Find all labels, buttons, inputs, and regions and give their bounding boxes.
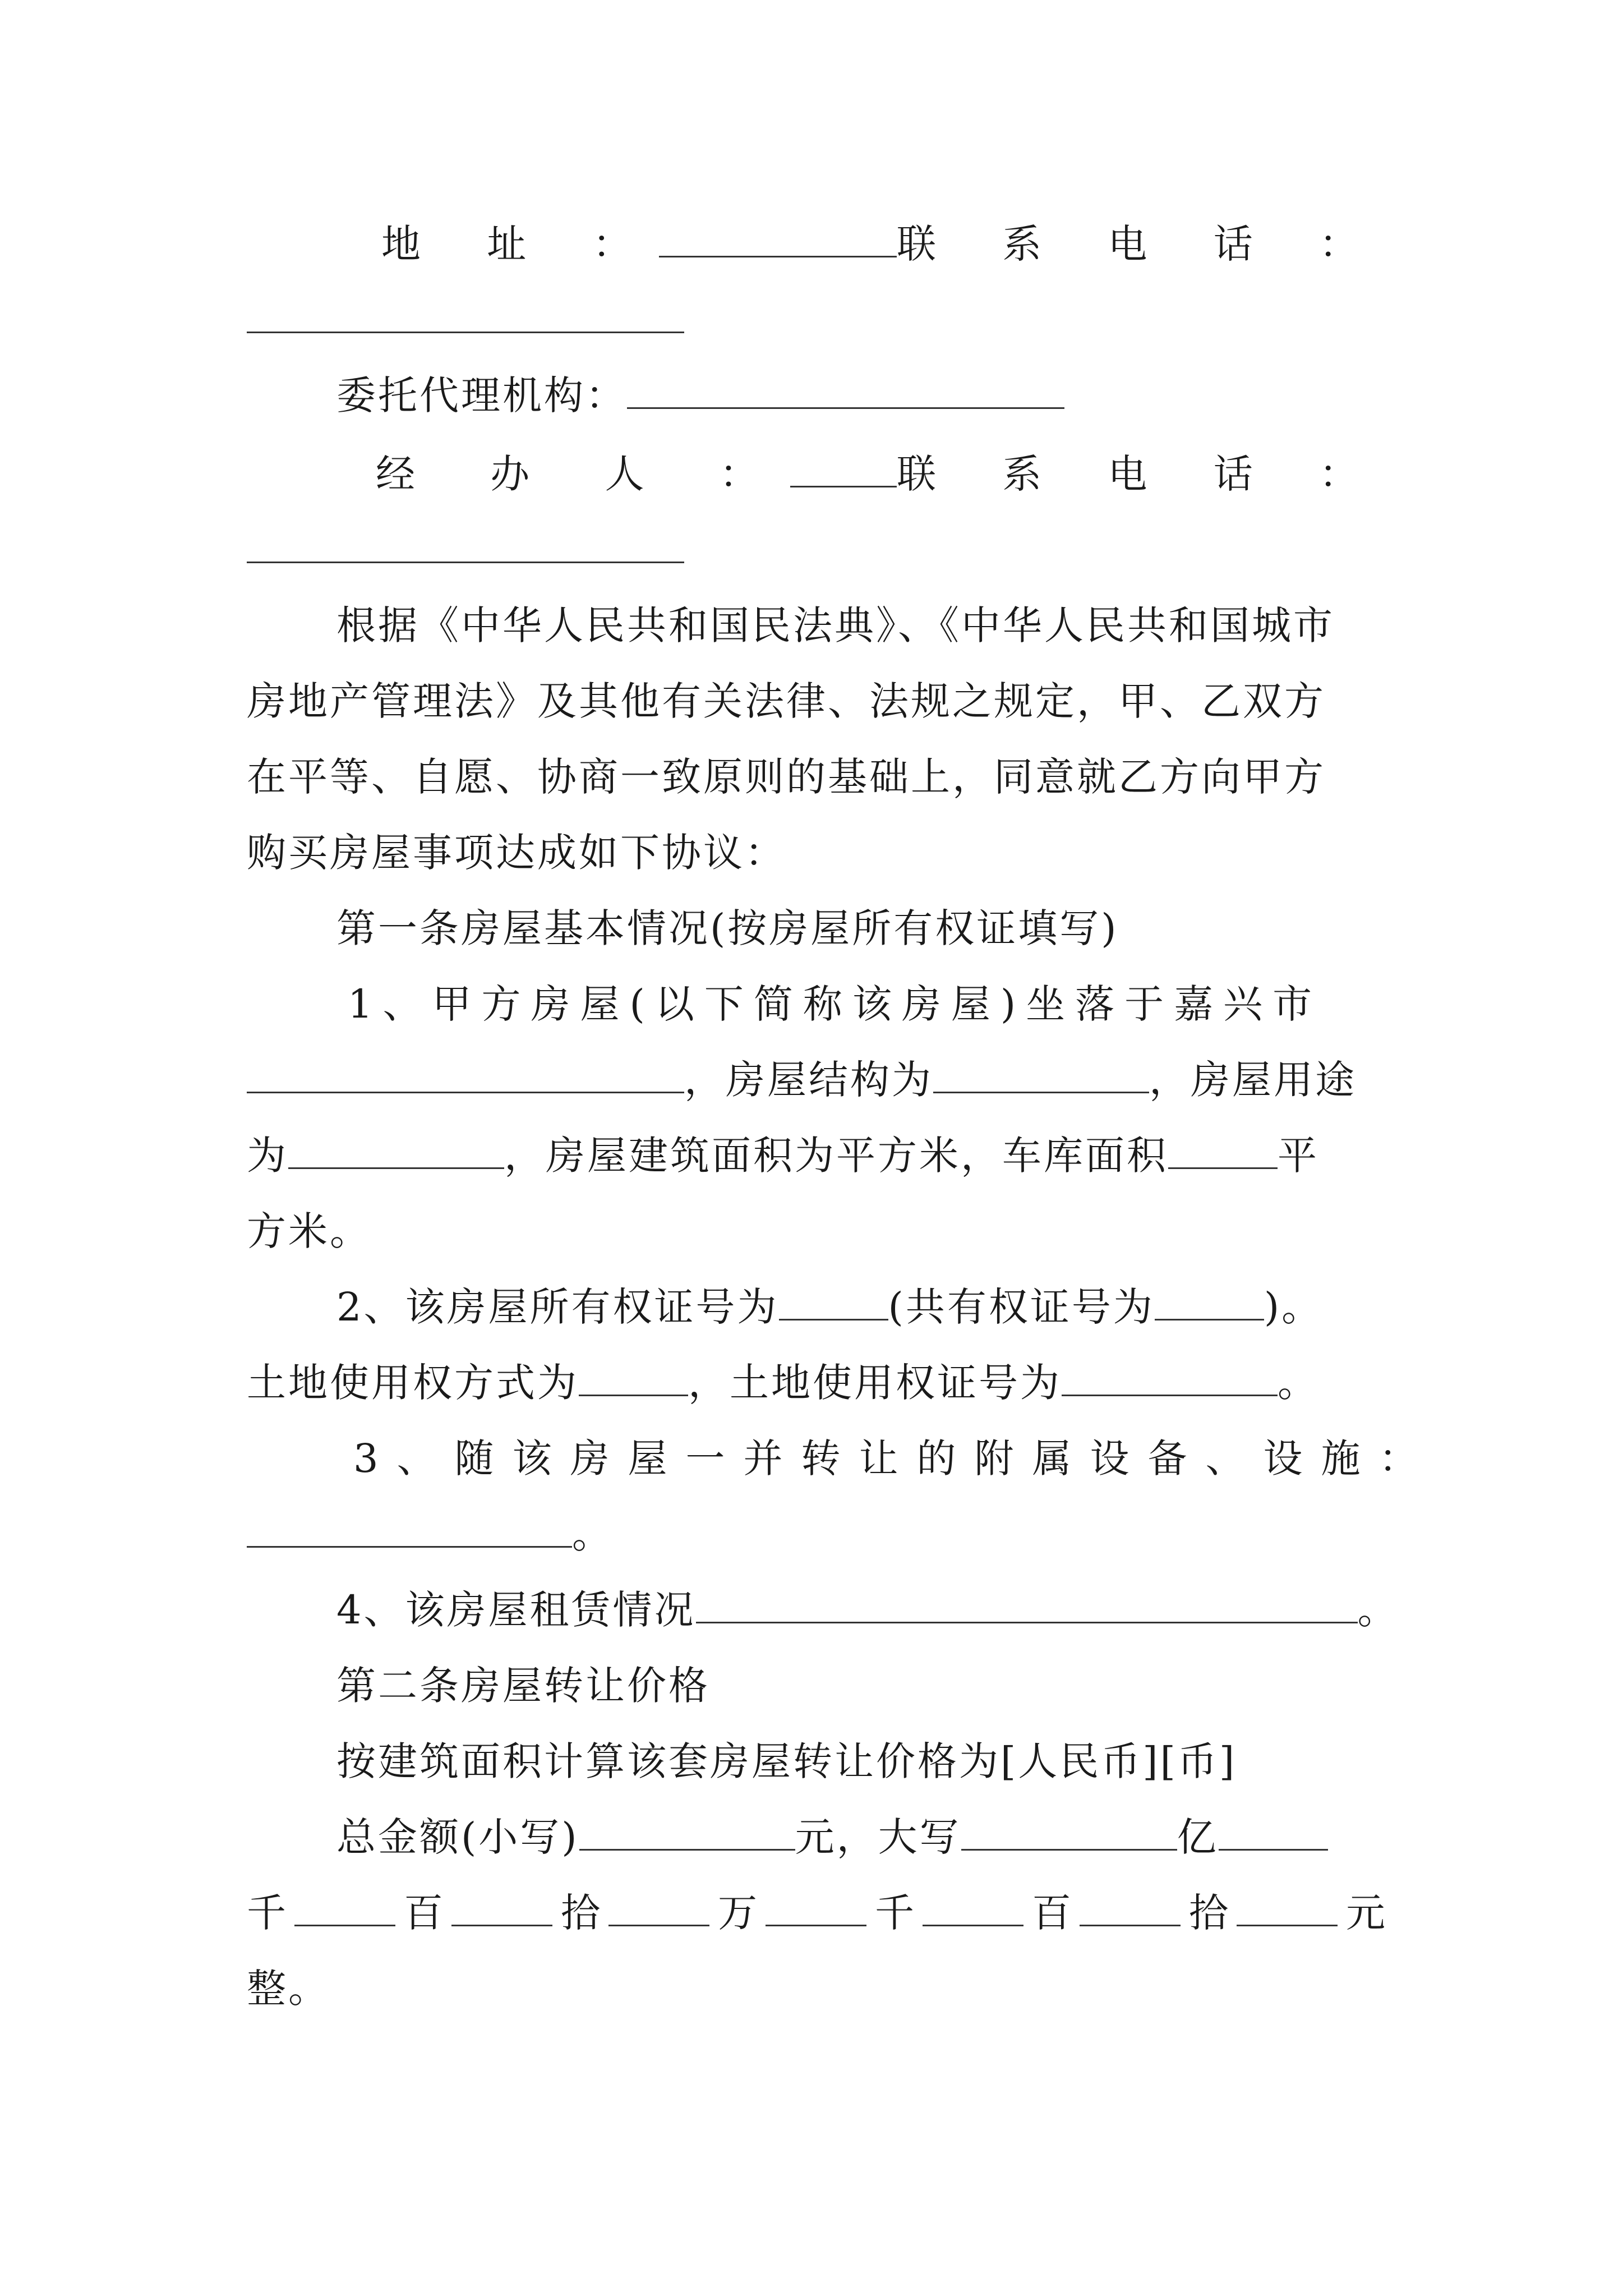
unit-shi-2: 拾 — [1189, 1890, 1228, 1936]
amount-lower-blank[interactable] — [579, 1815, 795, 1851]
unit-wan: 万 — [718, 1890, 757, 1936]
article-2-amount-line — [247, 1809, 1475, 1865]
structure-label: ，房屋结构为 — [684, 1057, 933, 1103]
handler-line — [247, 446, 1385, 502]
unit-bai-2: 百 — [1032, 1890, 1071, 1936]
article-1-item-3-line-2 — [247, 1506, 1385, 1562]
shi-2-blank[interactable] — [1080, 1891, 1181, 1926]
yi-blank[interactable] — [961, 1815, 1177, 1851]
phone-label: 联 系 电 话 ： — [896, 221, 1385, 267]
preamble-line-1: 根据《中华人民共和国民法典》、《中华人民共和国城市 — [336, 602, 1335, 648]
wan-blank[interactable] — [608, 1891, 709, 1926]
usage-prefix: 为 — [247, 1133, 288, 1179]
address-line — [247, 216, 1385, 272]
co-ownership-blank[interactable] — [1155, 1285, 1264, 1320]
article-2-title: 第二条房屋转让价格 — [336, 1663, 710, 1709]
co-ownership-label: (共有权证号为 — [888, 1284, 1155, 1330]
co-ownership-close: )。 — [1264, 1284, 1324, 1330]
qian-2-blank[interactable] — [766, 1891, 866, 1926]
phone-blank[interactable] — [247, 298, 684, 333]
preamble-line-3: 在平等、自愿、协商一致原则的基础上，同意就乙方向甲方 — [247, 754, 1326, 800]
land-cert-label: ，土地使用权证号为 — [688, 1360, 1062, 1406]
lease-label: 4、该房屋租赁情况 — [336, 1587, 696, 1633]
article-1-item-3: 3、随该房屋一并转让的附属设备、设施： — [353, 1435, 1437, 1481]
article-1-item-1-line-2 — [247, 1052, 1385, 1108]
handler-phone-label: 联 系 电 话 ： — [896, 451, 1385, 497]
article-1-item-1-line-4: 方米。 — [247, 1208, 371, 1254]
unit-yuan: 元 — [1346, 1890, 1385, 1936]
land-cert-blank[interactable] — [1062, 1361, 1278, 1396]
unit-qian-2: 千 — [875, 1890, 914, 1936]
amount-lower-label: 总金额(小写) — [336, 1814, 579, 1860]
yuan-blank[interactable] — [1237, 1891, 1338, 1926]
land-use-method-blank[interactable] — [579, 1361, 688, 1396]
article-1-item-2 — [247, 1279, 1475, 1335]
yi-unit: 亿 — [1177, 1814, 1219, 1860]
unit-bai-1: 百 — [404, 1890, 443, 1936]
article-2-units-line — [247, 1885, 1385, 1941]
address-blank[interactable] — [659, 222, 897, 257]
preamble-line-2: 房地产管理法》及其他有关法律、法规之规定，甲、乙双方 — [247, 678, 1326, 724]
attached-facilities-blank[interactable] — [247, 1512, 572, 1548]
usage-blank[interactable] — [288, 1134, 504, 1169]
article-1-item-4 — [247, 1582, 1475, 1638]
handler-label: 经 办 人 ： — [376, 451, 790, 497]
agency-blank[interactable] — [627, 374, 1064, 409]
article-1-item-1-line-3 — [247, 1128, 1385, 1184]
agency-label: 委托代理机构： — [336, 372, 627, 418]
article-1-title: 第一条房屋基本情况(按房屋所有权证填写) — [336, 905, 1119, 951]
land-use-method-label: 土地使用权方式为 — [247, 1360, 579, 1406]
lease-end: 。 — [1357, 1587, 1399, 1633]
handler-blank[interactable] — [790, 452, 897, 487]
phone-blank-line — [247, 292, 1385, 348]
article-2-end: 整。 — [247, 1966, 330, 2012]
garage-unit-part: 平 — [1278, 1133, 1319, 1179]
unit-qian-1: 千 — [247, 1890, 286, 1936]
usage-label: ，房屋用途 — [1149, 1057, 1357, 1103]
ownership-cert-label: 2、该房屋所有权证号为 — [336, 1284, 779, 1330]
address-label: 地 址 ： — [381, 221, 659, 267]
amount-upper-label: 元，大写 — [795, 1814, 961, 1860]
lease-blank[interactable] — [696, 1588, 1358, 1623]
shi-1-blank[interactable] — [451, 1891, 552, 1926]
article-1-item-1: 1、甲方房屋(以下简称该房屋)坐落于嘉兴市 — [348, 981, 1322, 1027]
garage-area-blank[interactable] — [1168, 1134, 1278, 1169]
handler-phone-blank[interactable] — [247, 528, 684, 563]
article-1-item-2-line-2 — [247, 1355, 1385, 1411]
article-2-price-line: 按建筑面积计算该套房屋转让价格为[人民币][币] — [336, 1738, 1237, 1784]
preamble-line-4: 购买房屋事项达成如下协议： — [247, 830, 786, 876]
unit-shi-1: 拾 — [561, 1890, 600, 1936]
attached-facilities-end: 。 — [572, 1511, 614, 1557]
ownership-cert-blank[interactable] — [779, 1285, 888, 1320]
location-blank[interactable] — [247, 1058, 684, 1093]
handler-phone-blank-line — [247, 522, 1385, 578]
agency-line — [247, 367, 1475, 424]
area-label: ，房屋建筑面积为平方米，车库面积 — [504, 1133, 1168, 1179]
structure-blank[interactable] — [933, 1058, 1149, 1093]
qian-high-blank[interactable] — [1219, 1815, 1328, 1851]
bai-2-blank[interactable] — [923, 1891, 1023, 1926]
land-cert-end: 。 — [1278, 1360, 1319, 1406]
bai-1-blank[interactable] — [294, 1891, 395, 1926]
